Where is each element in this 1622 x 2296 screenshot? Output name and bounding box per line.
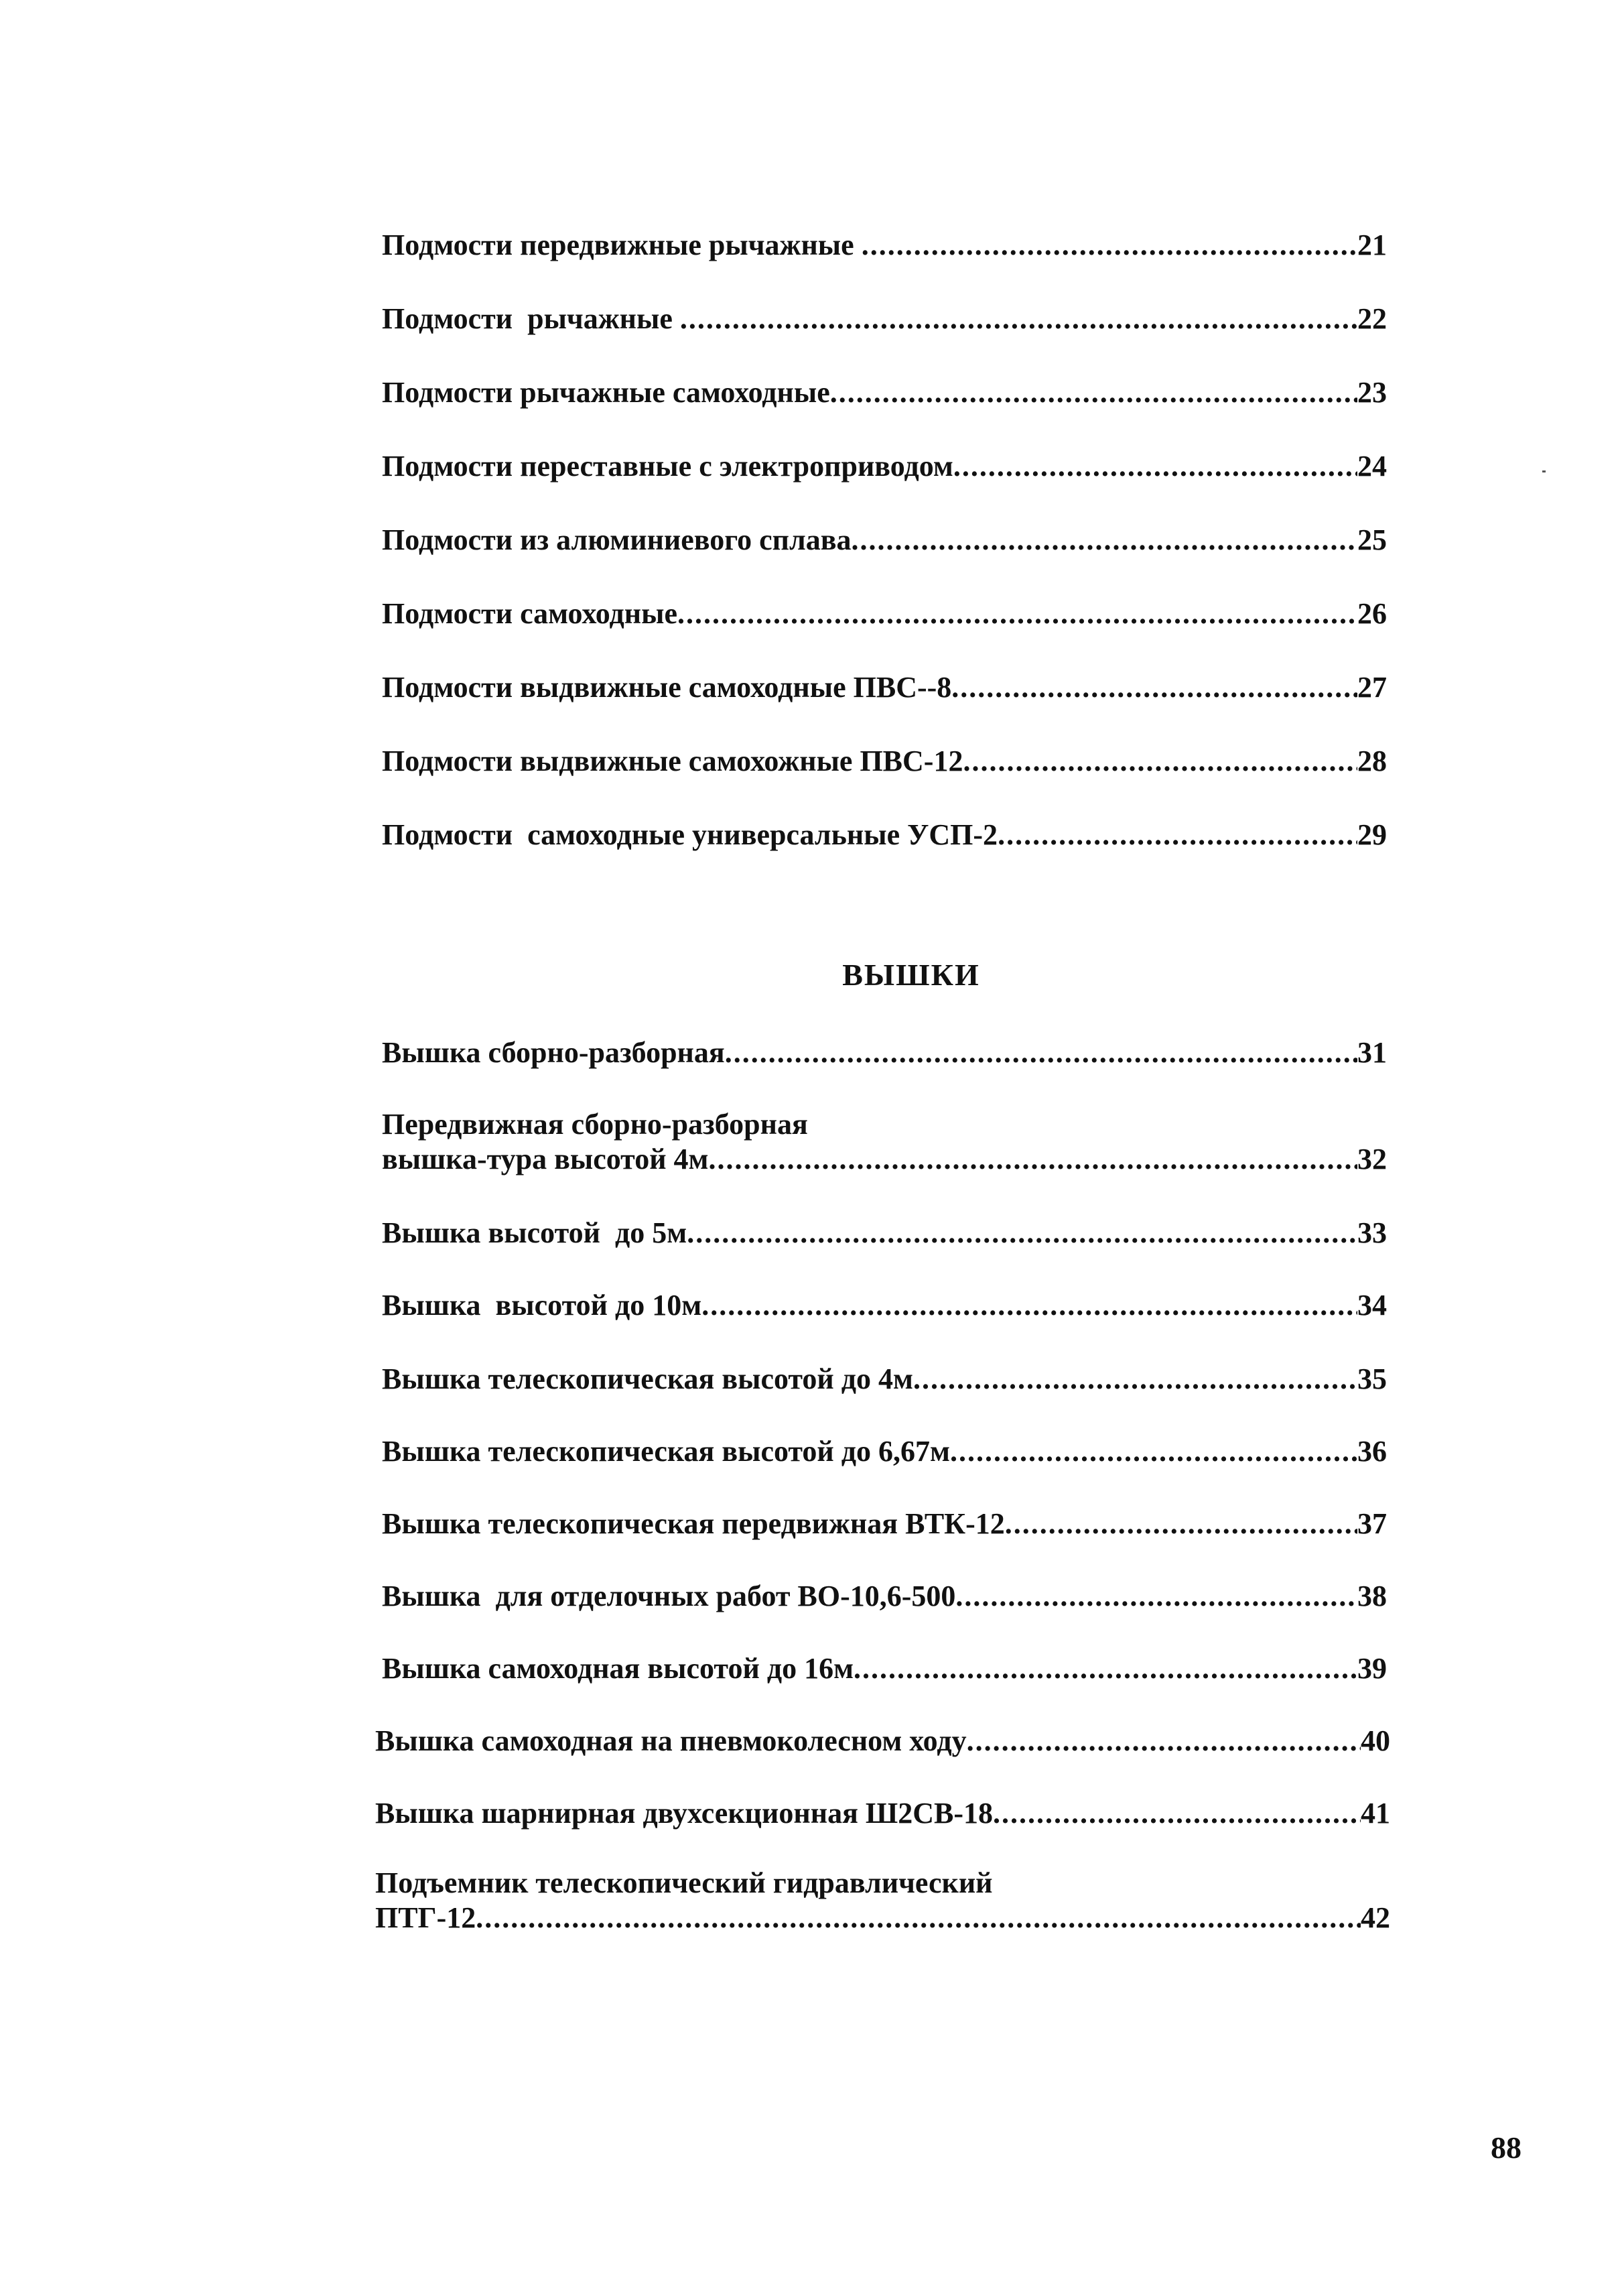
toc-entry-title: Вышка сборно-разборная [382,1036,725,1069]
toc-leader-dots [476,1901,1361,1935]
toc-entry [382,1362,1387,1397]
toc-entry-page: 25 [1357,523,1387,556]
toc-entry-title: Вышка телескопическая высотой до 6,67м [382,1435,951,1468]
toc-entry [382,375,1387,410]
toc-leader-dots [953,449,1357,484]
toc-leader-dots [687,1216,1357,1251]
toc-entry-page: 40 [1361,1724,1390,1757]
toc-entry-page: 31 [1357,1036,1387,1069]
toc-entry-title: Вышка самоходная высотой до 16м [382,1652,854,1685]
toc-entry [382,302,1387,336]
toc-entry-page: 23 [1357,376,1387,409]
toc-entry [382,523,1387,558]
toc-entry-title: Вышка телескопическая передвижная ВТК-12 [382,1507,1005,1540]
toc-leader-dots [1005,1507,1357,1541]
toc-entry-page: 24 [1357,450,1387,483]
toc-entry-page: 29 [1357,818,1387,851]
toc-entry-page: 32 [1357,1143,1387,1175]
toc-leader-dots [680,302,1357,336]
toc-entry-title: Подмости выдвижные самохожные ПВС-12 [382,745,963,777]
toc-entry [382,1216,1387,1251]
toc-leader-dots [830,375,1357,410]
toc-entry-page: 36 [1357,1435,1387,1468]
toc-entry-title: Подмости передвижные рычажные [382,229,862,261]
toc-leader-dots [709,1142,1357,1177]
toc-entry-page: 41 [1361,1797,1390,1830]
toc-entry-first-line: Передвижная сборно-разборная [382,1108,808,1141]
toc-entry-title: Подмости выдвижные самоходные ПВС--8 [382,671,952,704]
toc-entry-page: 35 [1357,1362,1387,1395]
toc-entry-title: Подмости переставные с электроприводом [382,450,953,483]
toc-entry [382,1579,1387,1614]
toc-entry-title: вышка-тура высотой 4м [382,1143,709,1175]
toc-entry-page: 33 [1357,1216,1387,1249]
toc-entry-first-line: Подъемник телескопический гидравлический [375,1866,993,1899]
toc-leader-dots [955,1579,1357,1614]
toc-entry-page: 34 [1357,1289,1387,1322]
toc-entry [382,596,1387,631]
toc-entry [382,818,1387,852]
toc-entry [382,228,1387,263]
toc-entry-page: 39 [1357,1652,1387,1685]
toc-leader-dots [854,1651,1357,1686]
toc-entry-title: Вышка шарнирная двухсекционная Ш2СВ-18 [375,1797,993,1830]
toc-entry-title: Вышка для отделочных работ ВО-10,6-500 [382,1580,956,1612]
toc-leader-dots [913,1362,1357,1397]
toc-entry [382,1507,1387,1541]
toc-leader-dots [993,1796,1361,1831]
toc-entry [382,744,1387,779]
toc-entry-title: Подмости рычажные самоходные [382,376,830,409]
toc-entry [382,1035,1387,1070]
toc-entry-page: 22 [1357,302,1387,335]
toc-entry-title: Вышка телескопическая высотой до 4м [382,1362,914,1395]
toc-entry-page: 38 [1357,1580,1387,1612]
page-number: 88 [1491,2130,1522,2165]
toc-entry [382,449,1387,484]
toc-leader-dots [963,744,1357,779]
toc-entry [375,1796,1390,1831]
toc-entry-title: ПТГ-12 [375,1901,476,1934]
toc-entry-title: Подмости рычажные [382,302,680,335]
toc-leader-dots [967,1724,1361,1759]
toc-entry-title: Подмости самоходные [382,597,678,630]
toc-entry-page: 42 [1361,1901,1390,1934]
toc-entry-title: Вышка высотой до 10м [382,1289,702,1322]
toc-entry-page: 21 [1357,229,1387,261]
toc-entry-page: 37 [1357,1507,1387,1540]
toc-entry-title: Вышка самоходная на пневмоколесном ходу [375,1724,967,1757]
toc-entry [382,1651,1387,1686]
scan-speck [1542,470,1546,472]
toc-leader-dots [851,523,1357,558]
toc-entry [375,1866,1390,1935]
toc-entry [375,1724,1390,1759]
toc-leader-dots [998,818,1357,852]
toc-leader-dots [951,670,1357,705]
toc-entry-page: 26 [1357,597,1387,630]
toc-entry-page: 28 [1357,745,1387,777]
toc-leader-dots [725,1035,1357,1070]
toc-entry-title: Подмости из алюминиевого сплава [382,523,852,556]
toc-entry [382,1107,1387,1177]
toc-entry [382,670,1387,705]
toc-leader-dots [862,228,1357,263]
toc-entry-title: Подмости самоходные универсальные УСП-2 [382,818,998,851]
toc-entry-page: 27 [1357,671,1387,704]
section-heading: ВЫШКИ [842,958,980,992]
toc-entry [382,1434,1387,1469]
toc-entry [382,1288,1387,1323]
toc-leader-dots [701,1288,1357,1323]
toc-leader-dots [950,1434,1357,1469]
toc-leader-dots [677,596,1357,631]
toc-entry-title: Вышка высотой до 5м [382,1216,687,1249]
